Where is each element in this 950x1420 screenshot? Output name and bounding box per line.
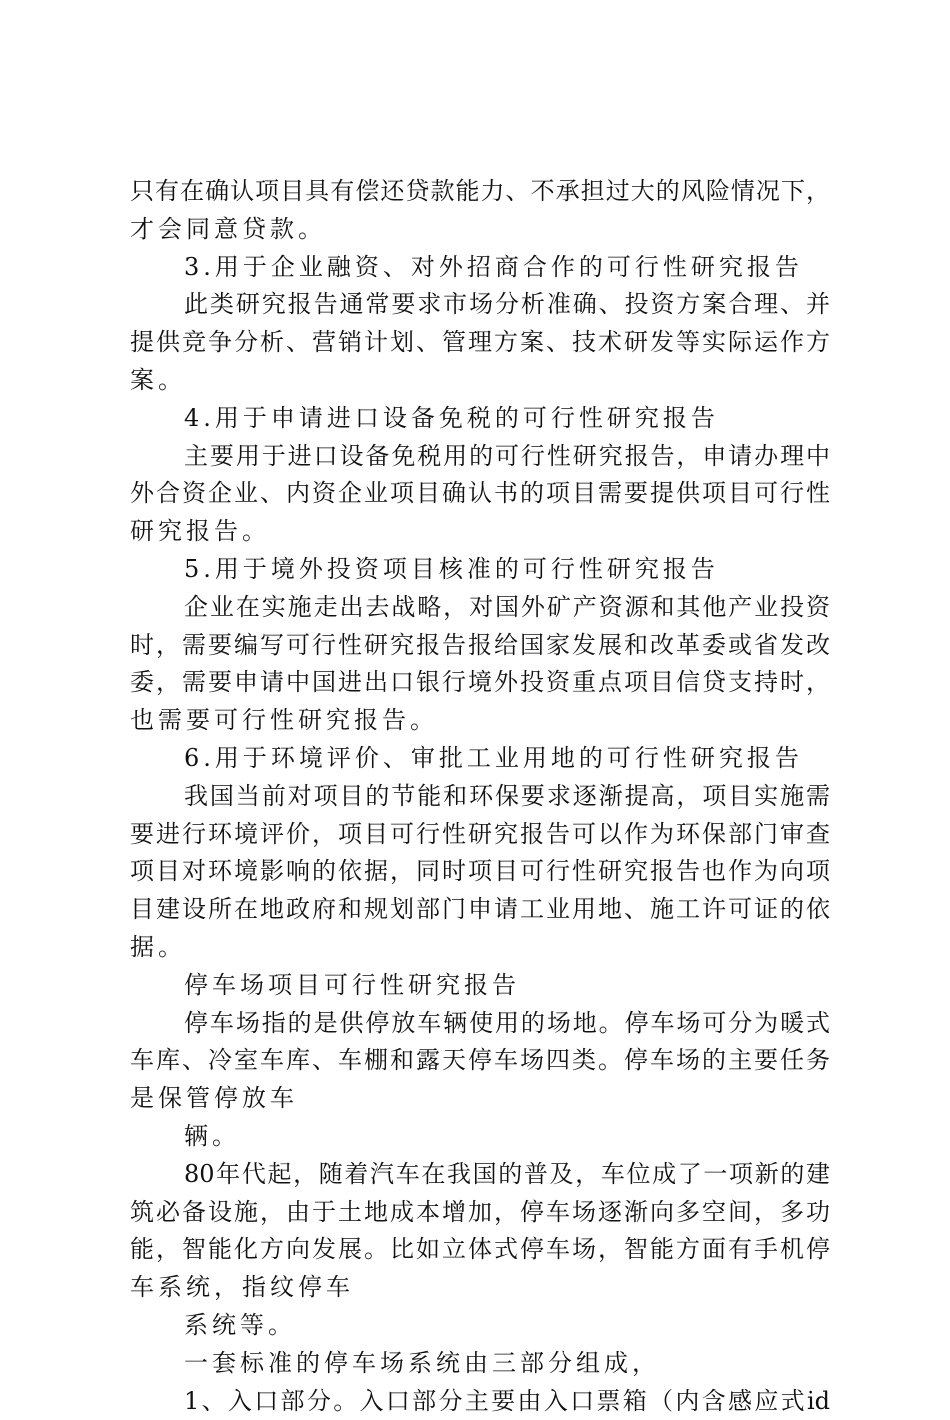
text-line: 研究报告。	[130, 513, 830, 551]
section-title: 停车场项目可行性研究报告	[130, 967, 830, 1005]
section-heading: 5.用于境外投资项目核准的可行性研究报告	[130, 551, 830, 589]
text-line: 提供竞争分析、营销计划、管理方案、技术研发等实际运作方	[130, 324, 830, 362]
section-heading: 4.用于申请进口设备免税的可行性研究报告	[130, 400, 830, 438]
text-line: 外合资企业、内资企业项目确认书的项目需要提供项目可行性	[130, 475, 830, 513]
document-page	[130, 173, 830, 1420]
section-heading: 6.用于环境评价、审批工业用地的可行性研究报告	[130, 740, 830, 778]
text-line: 1、入口部分。入口部分主要由入口票箱（内含感应式id	[130, 1383, 830, 1420]
text-line: 一套标准的停车场系统由三部分组成，	[130, 1345, 830, 1383]
text-line: 项目对环境影响的依据，同时项目可行性研究报告也作为向项	[130, 853, 830, 891]
text-line: 企业在实施走出去战略，对国外矿产资源和其他产业投资	[130, 589, 830, 627]
text-line: 才会同意贷款。	[130, 211, 830, 249]
text-line: 时，需要编写可行性研究报告报给国家发展和改革委或省发改	[130, 627, 830, 665]
text-line: 是保管停放车	[130, 1080, 830, 1118]
text-line: 只有在确认项目具有偿还贷款能力、不承担过大的风险情况下，	[130, 173, 830, 211]
text-line: 80年代起，随着汽车在我国的普及，车位成了一项新的建	[130, 1156, 830, 1194]
text-line: 车系统，指纹停车	[130, 1269, 830, 1307]
text-line: 委，需要申请中国进出口银行境外投资重点项目信贷支持时，	[130, 664, 830, 702]
text-line: 要进行环境评价，项目可行性研究报告可以作为环保部门审查	[130, 816, 830, 854]
text-line: 停车场指的是供停放车辆使用的场地。停车场可分为暖式	[130, 1005, 830, 1043]
text-line: 目建设所在地政府和规划部门申请工业用地、施工许可证的依	[130, 891, 830, 929]
text-line: 案。	[130, 362, 830, 400]
text-line: 也需要可行性研究报告。	[130, 702, 830, 740]
text-line: 据。	[130, 929, 830, 967]
text-line: 能，智能化方向发展。比如立体式停车场，智能方面有手机停	[130, 1231, 830, 1269]
text-line: 我国当前对项目的节能和环保要求逐渐提高，项目实施需	[130, 778, 830, 816]
text-line: 筑必备设施，由于土地成本增加，停车场逐渐向多空间，多功	[130, 1194, 830, 1232]
text-line: 此类研究报告通常要求市场分析准确、投资方案合理、并	[130, 286, 830, 324]
text-line: 系统等。	[130, 1307, 830, 1345]
section-heading: 3.用于企业融资、对外招商合作的可行性研究报告	[130, 249, 830, 287]
text-line: 车库、冷室车库、车棚和露天停车场四类。停车场的主要任务	[130, 1042, 830, 1080]
text-line: 辆。	[130, 1118, 830, 1156]
text-line: 主要用于进口设备免税用的可行性研究报告，申请办理中	[130, 438, 830, 476]
